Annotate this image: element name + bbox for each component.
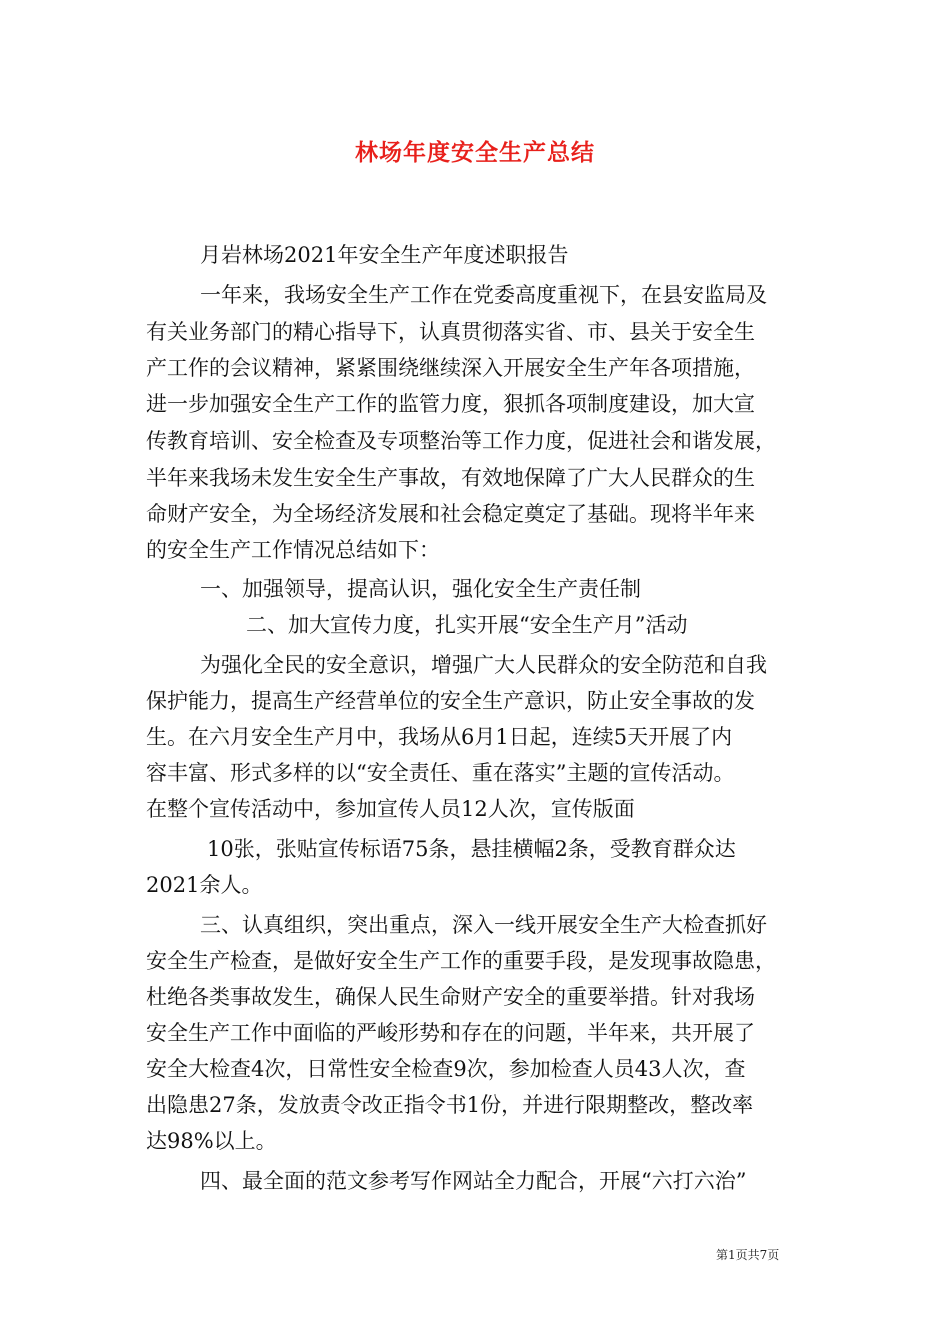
- body-line: 命财产安全，为全场经济发展和社会稳定奠定了基础。现将半年来: [146, 502, 755, 526]
- section-heading-1: 一、加强领导，提高认识，强化安全生产责任制: [200, 577, 641, 601]
- document-title: 林场年度安全生产总结: [355, 140, 595, 166]
- body-line: 达98%以上。: [146, 1129, 277, 1153]
- body-line: 生。在六月安全生产月中，我场从6月1日起，连续5天开展了内: [146, 725, 733, 749]
- body-line: 出隐患27条，发放责令改正指令书1份，并进行限期整改，整改率: [146, 1093, 754, 1117]
- body-line: 有关业务部门的精心指导下，认真贯彻落实省、市、县关于安全生: [146, 320, 755, 344]
- body-line: 2021余人。: [146, 873, 263, 897]
- body-line: 产工作的会议精神，紧紧围绕继续深入开展安全生产年各项措施，: [146, 356, 755, 380]
- body-line: 安全生产检查，是做好安全生产工作的重要手段，是发现事故隐患，: [146, 949, 776, 973]
- body-line: 的安全生产工作情况总结如下：: [146, 538, 440, 562]
- body-line: 安全大检查4次，日常性安全检查9次，参加检查人员43人次，查: [146, 1057, 746, 1081]
- body-line: 在整个宣传活动中，参加宣传人员12人次，宣传版面: [146, 797, 635, 821]
- section-heading-3: 三、认真组织，突出重点，深入一线开展安全生产大检查抓好: [200, 913, 767, 937]
- section-heading-4: 四、最全面的范文参考写作网站全力配合，开展“六打六治”: [200, 1169, 747, 1193]
- body-line: 传教育培训、安全检查及专项整治等工作力度，促进社会和谐发展，: [146, 429, 776, 453]
- body-line: 杜绝各类事故发生，确保人民生命财产安全的重要举措。针对我场: [146, 985, 755, 1009]
- section-heading-2: 二、加大宣传力度，扎实开展“安全生产月”活动: [246, 613, 688, 637]
- body-line: 容丰富、形式多样的以“安全责任、重在落实”主题的宣传活动。: [146, 761, 735, 785]
- report-subtitle: 月岩林场2021年安全生产年度述职报告: [200, 243, 569, 267]
- body-line: 进一步加强安全生产工作的监管力度，狠抓各项制度建设，加大宣: [146, 392, 755, 416]
- body-line: 半年来我场未发生安全生产事故，有效地保障了广大人民群众的生: [146, 466, 755, 490]
- page-number: 第1页共7页: [716, 1248, 780, 1262]
- body-line: 为强化全民的安全意识，增强广大人民群众的安全防范和自我: [200, 653, 767, 677]
- body-line: 10张，张贴宣传标语75条，悬挂横幅2条，受教育群众达: [207, 837, 736, 861]
- body-line: 一年来，我场安全生产工作在党委高度重视下，在县安监局及: [200, 283, 767, 307]
- body-line: 保护能力，提高生产经营单位的安全生产意识，防止安全事故的发: [146, 689, 755, 713]
- body-line: 安全生产工作中面临的严峻形势和存在的问题，半年来，共开展了: [146, 1021, 755, 1045]
